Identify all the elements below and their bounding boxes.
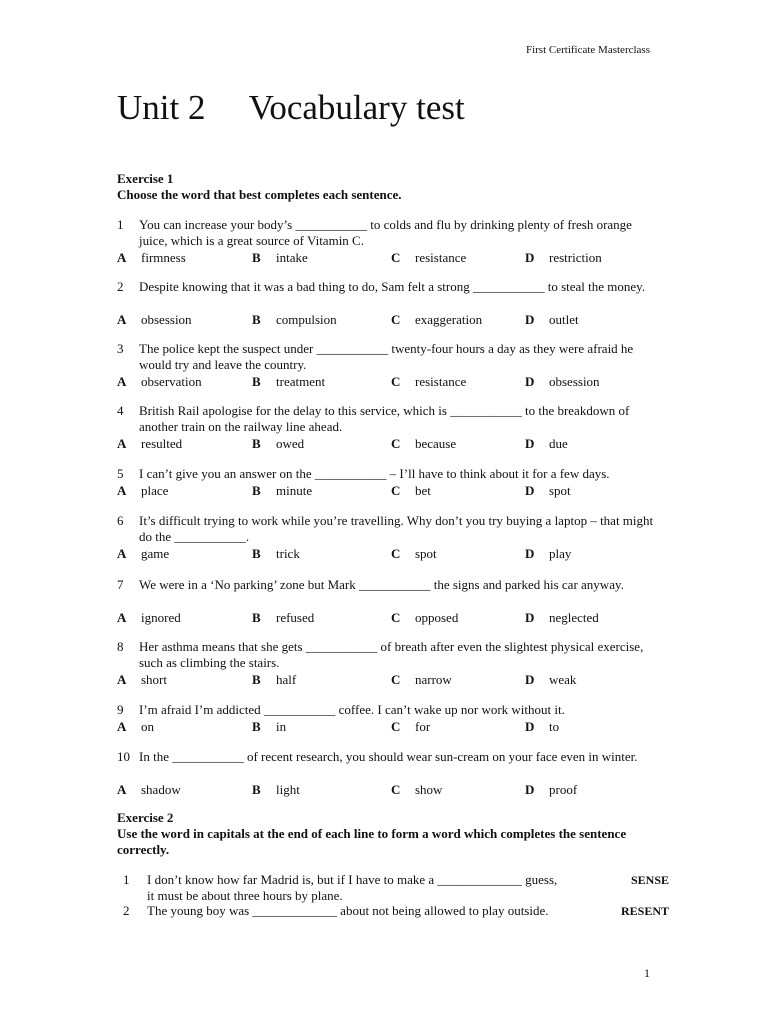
- exercise-1-section: [117, 171, 637, 203]
- option-letter: D: [525, 250, 535, 265]
- option-text: outlet: [549, 312, 579, 327]
- exercise-1-heading: Exercise 1: [117, 171, 174, 186]
- option-text: on: [141, 719, 154, 734]
- question-number: 9: [117, 702, 124, 717]
- option-letter: A: [117, 250, 127, 265]
- option-text: restriction: [549, 250, 602, 265]
- question-text: It’s difficult trying to work while you’re travelling. Why don’t you try buying a laptop – that might do the ___________.: [139, 513, 654, 544]
- question-number: 5: [117, 466, 124, 481]
- question-text: I can’t give you an answer on the ___________ – I’ll have to think about it for a few days.: [139, 466, 610, 481]
- option-letter: B: [252, 782, 261, 797]
- option-letter: C: [391, 546, 401, 561]
- option-letter: B: [252, 672, 261, 687]
- option-text: compulsion: [276, 312, 337, 327]
- question-text: You can increase your body’s ___________ to colds and flu by drinking plenty of fresh orange juice, which is a great source of Vitamin C.: [139, 217, 632, 248]
- answer-options: [117, 483, 657, 499]
- option-letter: C: [391, 436, 401, 451]
- question-text: Despite knowing that it was a bad thing to do, Sam felt a strong ___________ to steal the money.: [139, 279, 646, 294]
- option-text: resulted: [141, 436, 183, 451]
- answer-option[interactable]: [252, 483, 312, 499]
- option-letter: A: [117, 546, 127, 561]
- question-text: In the ___________ of recent research, you should wear sun-cream on your face even in winter.: [139, 749, 638, 764]
- answer-option[interactable]: [391, 483, 431, 499]
- answer-option[interactable]: [117, 610, 181, 626]
- question-text: I’m afraid I’m addicted ___________ coffee. I can’t wake up nor work without it.: [139, 702, 565, 717]
- option-text: proof: [549, 782, 578, 797]
- exercise-2-section: [117, 810, 637, 858]
- option-text: intake: [276, 250, 308, 265]
- option-letter: A: [117, 312, 127, 327]
- option-text: trick: [276, 546, 300, 561]
- option-text: for: [415, 719, 431, 734]
- option-letter: C: [391, 610, 401, 625]
- option-text: narrow: [415, 672, 452, 687]
- option-text: due: [549, 436, 568, 451]
- option-text: spot: [549, 483, 571, 498]
- option-letter: B: [252, 546, 261, 561]
- answer-options: [117, 719, 657, 735]
- option-text: light: [276, 782, 300, 797]
- question-number: 2: [123, 903, 130, 918]
- answer-option[interactable]: [525, 546, 571, 562]
- question-number: 8: [117, 639, 124, 654]
- option-letter: C: [391, 672, 401, 687]
- option-text: owed: [276, 436, 305, 451]
- answer-option[interactable]: [525, 782, 577, 798]
- answer-option[interactable]: [391, 672, 452, 688]
- option-letter: C: [391, 312, 401, 327]
- option-text: weak: [549, 672, 577, 687]
- answer-options: [117, 436, 657, 452]
- option-text: refused: [276, 610, 315, 625]
- answer-option[interactable]: [391, 250, 466, 266]
- option-text: play: [549, 546, 572, 561]
- exercise-2-heading: Exercise 2: [117, 810, 174, 825]
- option-letter: A: [117, 610, 127, 625]
- option-letter: D: [525, 436, 535, 451]
- option-text: spot: [415, 546, 437, 561]
- option-text: obsession: [141, 312, 192, 327]
- question-text: Her asthma means that she gets ___________ of breath after even the slightest physical exercise, such as climbing the stairs.: [139, 639, 644, 670]
- option-text: resistance: [415, 374, 467, 389]
- answer-option[interactable]: [252, 610, 314, 626]
- option-letter: B: [252, 719, 261, 734]
- option-text: neglected: [549, 610, 599, 625]
- answer-option[interactable]: [391, 546, 437, 562]
- exercise-2-instruction: Use the word in capitals at the end of each line to form a word which completes the sentence correctly.: [117, 826, 627, 857]
- option-letter: A: [117, 672, 127, 687]
- question-text: British Rail apologise for the delay to this service, which is ___________ to the breakdown of another train on the railway line ahead.: [139, 403, 630, 434]
- question-number: 6: [117, 513, 124, 528]
- question-number: 10: [117, 749, 130, 764]
- answer-option[interactable]: [525, 719, 559, 735]
- option-text: game: [141, 546, 170, 561]
- option-letter: D: [525, 483, 535, 498]
- option-letter: D: [525, 782, 535, 797]
- question-number: 7: [117, 577, 124, 592]
- answer-option[interactable]: [117, 436, 182, 452]
- option-text: short: [141, 672, 167, 687]
- answer-option[interactable]: [391, 374, 466, 390]
- answer-option[interactable]: [252, 436, 304, 452]
- option-letter: D: [525, 312, 535, 327]
- answer-option[interactable]: [117, 546, 169, 562]
- answer-option[interactable]: [117, 719, 154, 735]
- option-letter: A: [117, 483, 127, 498]
- option-text: obsession: [549, 374, 600, 389]
- option-text: minute: [276, 483, 313, 498]
- question-text: I don’t know how far Madrid is, but if I have to make a _____________ guess, it must be about three hours by plane.: [147, 872, 558, 903]
- answer-option[interactable]: [525, 672, 576, 688]
- option-letter: B: [252, 374, 261, 389]
- answer-option[interactable]: [252, 782, 300, 798]
- question-number: 1: [123, 872, 130, 887]
- answer-option[interactable]: [525, 483, 571, 499]
- option-text: firmness: [141, 250, 186, 265]
- question-number: 3: [117, 341, 124, 356]
- answer-option[interactable]: [252, 546, 300, 562]
- option-text: to: [549, 719, 560, 734]
- option-letter: D: [525, 374, 535, 389]
- capital-word: RESENT: [620, 904, 669, 918]
- answer-option[interactable]: [391, 782, 442, 798]
- running-header: First Certificate Masterclass: [525, 44, 650, 56]
- answer-option[interactable]: [391, 719, 430, 735]
- answer-option[interactable]: [117, 483, 168, 499]
- answer-option[interactable]: [252, 672, 296, 688]
- option-text: place: [141, 483, 169, 498]
- page-title: Unit 2 Vocabulary test: [117, 88, 465, 127]
- option-letter: B: [252, 483, 261, 498]
- answer-option[interactable]: [525, 312, 579, 328]
- question-number: 1: [117, 217, 124, 232]
- option-letter: A: [117, 436, 127, 451]
- option-letter: C: [391, 250, 401, 265]
- option-text: bet: [415, 483, 431, 498]
- option-letter: B: [252, 436, 261, 451]
- answer-options: [117, 250, 657, 266]
- option-letter: D: [525, 546, 535, 561]
- option-text: shadow: [141, 782, 181, 797]
- answer-options: [117, 782, 657, 798]
- option-text: show: [415, 782, 443, 797]
- answer-option[interactable]: [117, 312, 192, 328]
- option-letter: D: [525, 719, 535, 734]
- question-number: 4: [117, 403, 124, 418]
- option-text: observation: [141, 374, 202, 389]
- answer-options: [117, 672, 657, 688]
- option-text: resistance: [415, 250, 467, 265]
- option-text: in: [276, 719, 287, 734]
- answer-option[interactable]: [117, 672, 167, 688]
- option-text: opposed: [415, 610, 459, 625]
- option-letter: C: [391, 374, 401, 389]
- answer-option[interactable]: [525, 436, 568, 452]
- question-text: We were in a ‘No parking’ zone but Mark ___________ the signs and parked his car anyway.: [139, 577, 624, 592]
- option-letter: C: [391, 719, 401, 734]
- capital-word: SENSE: [630, 873, 669, 887]
- option-letter: D: [525, 672, 535, 687]
- answer-option[interactable]: [252, 719, 286, 735]
- answer-option[interactable]: [252, 312, 337, 328]
- option-letter: A: [117, 374, 127, 389]
- question-number: 2: [117, 279, 124, 294]
- answer-options: [117, 312, 657, 328]
- answer-option[interactable]: [391, 610, 458, 626]
- answer-option[interactable]: [525, 250, 602, 266]
- option-letter: A: [117, 782, 127, 797]
- option-text: half: [276, 672, 297, 687]
- answer-options: [117, 546, 657, 562]
- answer-option[interactable]: [117, 782, 181, 798]
- answer-option[interactable]: [391, 312, 482, 328]
- option-text: ignored: [141, 610, 181, 625]
- answer-options: [117, 610, 657, 626]
- answer-options: [117, 374, 657, 390]
- answer-option[interactable]: [525, 610, 599, 626]
- answer-option[interactable]: [117, 250, 186, 266]
- option-letter: C: [391, 483, 401, 498]
- option-letter: C: [391, 782, 401, 797]
- option-text: exaggeration: [415, 312, 483, 327]
- option-letter: A: [117, 719, 127, 734]
- answer-option[interactable]: [252, 250, 308, 266]
- page-number: 1: [644, 966, 650, 980]
- answer-option[interactable]: [391, 436, 456, 452]
- answer-option[interactable]: [252, 374, 325, 390]
- option-letter: D: [525, 610, 535, 625]
- option-letter: B: [252, 312, 261, 327]
- exercise-1-instruction: Choose the word that best completes each sentence.: [117, 187, 402, 202]
- question-text: The police kept the suspect under ___________ twenty-four hours a day as they were afraid he would try and leave the country.: [139, 341, 634, 372]
- answer-option[interactable]: [117, 374, 202, 390]
- option-letter: B: [252, 610, 261, 625]
- answer-option[interactable]: [525, 374, 600, 390]
- question-text: The young boy was _____________ about not being allowed to play outside.: [147, 903, 549, 918]
- option-letter: B: [252, 250, 261, 265]
- option-text: because: [415, 436, 457, 451]
- option-text: treatment: [276, 374, 326, 389]
